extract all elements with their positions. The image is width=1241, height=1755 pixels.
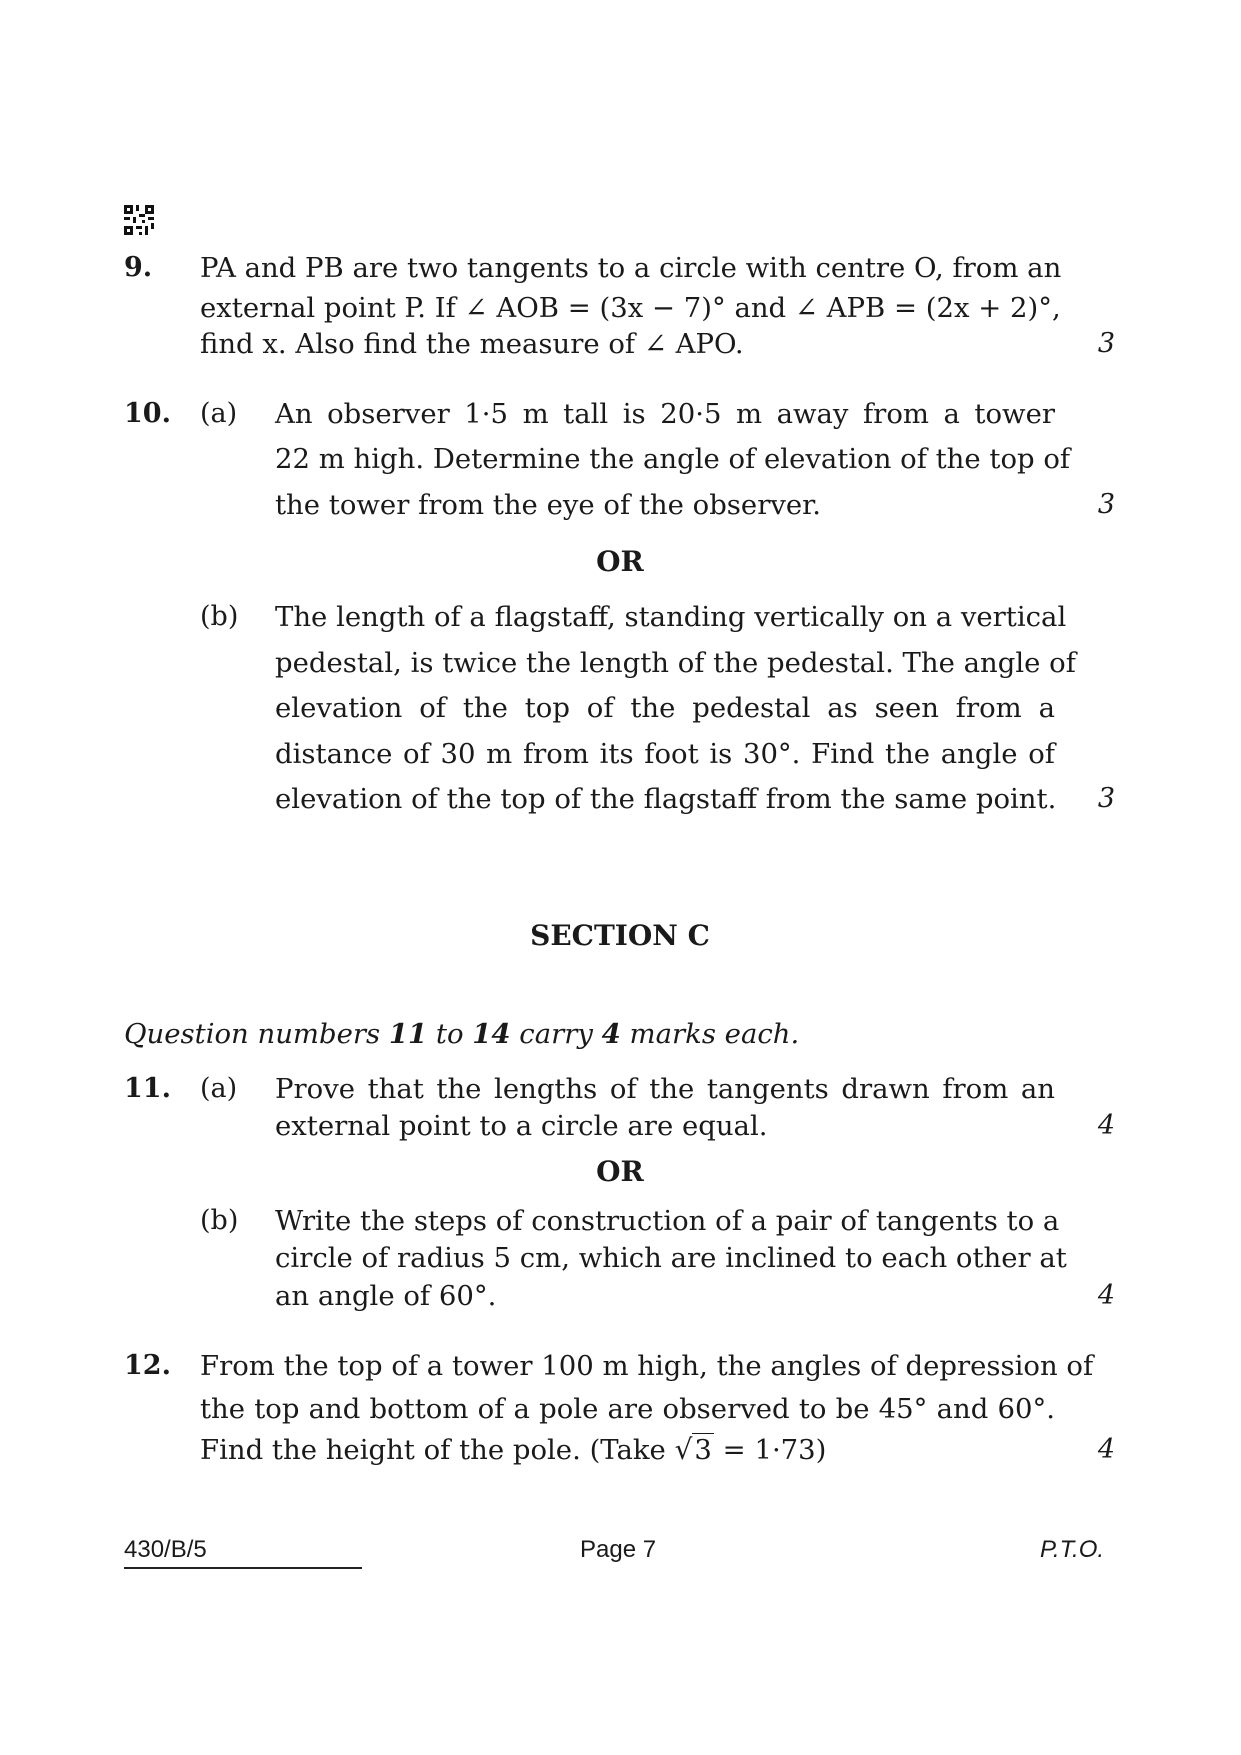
question-11b-line-2: circle of radius 5 cm, which are inclined to each other at (275, 1242, 1067, 1274)
question-10a-marks: 3 (1097, 489, 1115, 520)
question-12-line-3: Find the height of the pole. (Take √3 = 1·73) (200, 1433, 827, 1466)
question-10b-label: (b) (200, 601, 239, 632)
paper-code: 430/B/5 (124, 1536, 207, 1563)
question-11b-line-1: Write the steps of construction of a pair of tangents to a (275, 1205, 1060, 1237)
question-11-or: OR (596, 1155, 644, 1188)
question-9-line-1: PA and PB are two tangents to a circle with centre O, from an (200, 252, 1062, 284)
question-12-line-2: the top and bottom of a pole are observed to be 45° and 60°. (200, 1393, 1055, 1425)
question-11-number: 11. (124, 1073, 171, 1104)
question-10-number: 10. (124, 398, 171, 429)
question-10b-marks: 3 (1097, 783, 1115, 814)
question-10b-line-3: elevation of the top of the pedestal as seen from a (275, 692, 1055, 724)
question-11b-marks: 4 (1097, 1280, 1115, 1311)
question-10a-line-3: the tower from the eye of the observer. (275, 489, 822, 521)
question-10a-line-2: 22 m high. Determine the angle of elevation of the top of (275, 443, 1071, 475)
section-instructions: Question numbers 11 to 14 carry 4 marks each. (124, 1018, 800, 1050)
question-9-line-2: external point P. If ∠ AOB = (3x − 7)° and ∠ APB = (2x + 2)°, (200, 292, 1061, 324)
question-9-marks: 3 (1097, 328, 1115, 359)
page-number: Page 7 (580, 1536, 657, 1563)
question-10b-line-4: distance of 30 m from its foot is 30°. Find the angle of (275, 738, 1055, 770)
question-10a-label: (a) (200, 398, 238, 429)
question-11a-marks: 4 (1097, 1110, 1115, 1141)
section-title: SECTION C (530, 919, 710, 952)
footer-divider (124, 1567, 362, 1569)
question-11b-label: (b) (200, 1205, 239, 1236)
question-10b-line-5: elevation of the top of the flagstaff from the same point. (275, 783, 1057, 815)
question-12-line-1: From the top of a tower 100 m high, the angles of depression of (200, 1350, 1094, 1382)
pto-label: P.T.O. (1040, 1536, 1105, 1563)
square-root-symbol: √3 (674, 1433, 712, 1466)
question-11a-label: (a) (200, 1073, 238, 1104)
question-9-number: 9. (124, 252, 153, 283)
question-10a-line-1: An observer 1·5 m tall is 20·5 m away from a tower (275, 398, 1055, 430)
question-11a-line-1: Prove that the lengths of the tangents drawn from an (275, 1073, 1055, 1105)
question-12-marks: 4 (1097, 1434, 1115, 1465)
question-11b-line-3: an angle of 60°. (275, 1280, 497, 1312)
question-9-line-3: find x. Also find the measure of ∠ APO. (200, 328, 744, 360)
question-11a-line-2: external point to a circle are equal. (275, 1110, 768, 1142)
question-12-number: 12. (124, 1350, 171, 1381)
question-10-or: OR (596, 545, 644, 578)
qr-code-icon (124, 205, 154, 235)
question-10b-line-1: The length of a flagstaff, standing vertically on a vertical (275, 601, 1067, 633)
question-10b-line-2: pedestal, is twice the length of the pedestal. The angle of (275, 647, 1076, 679)
